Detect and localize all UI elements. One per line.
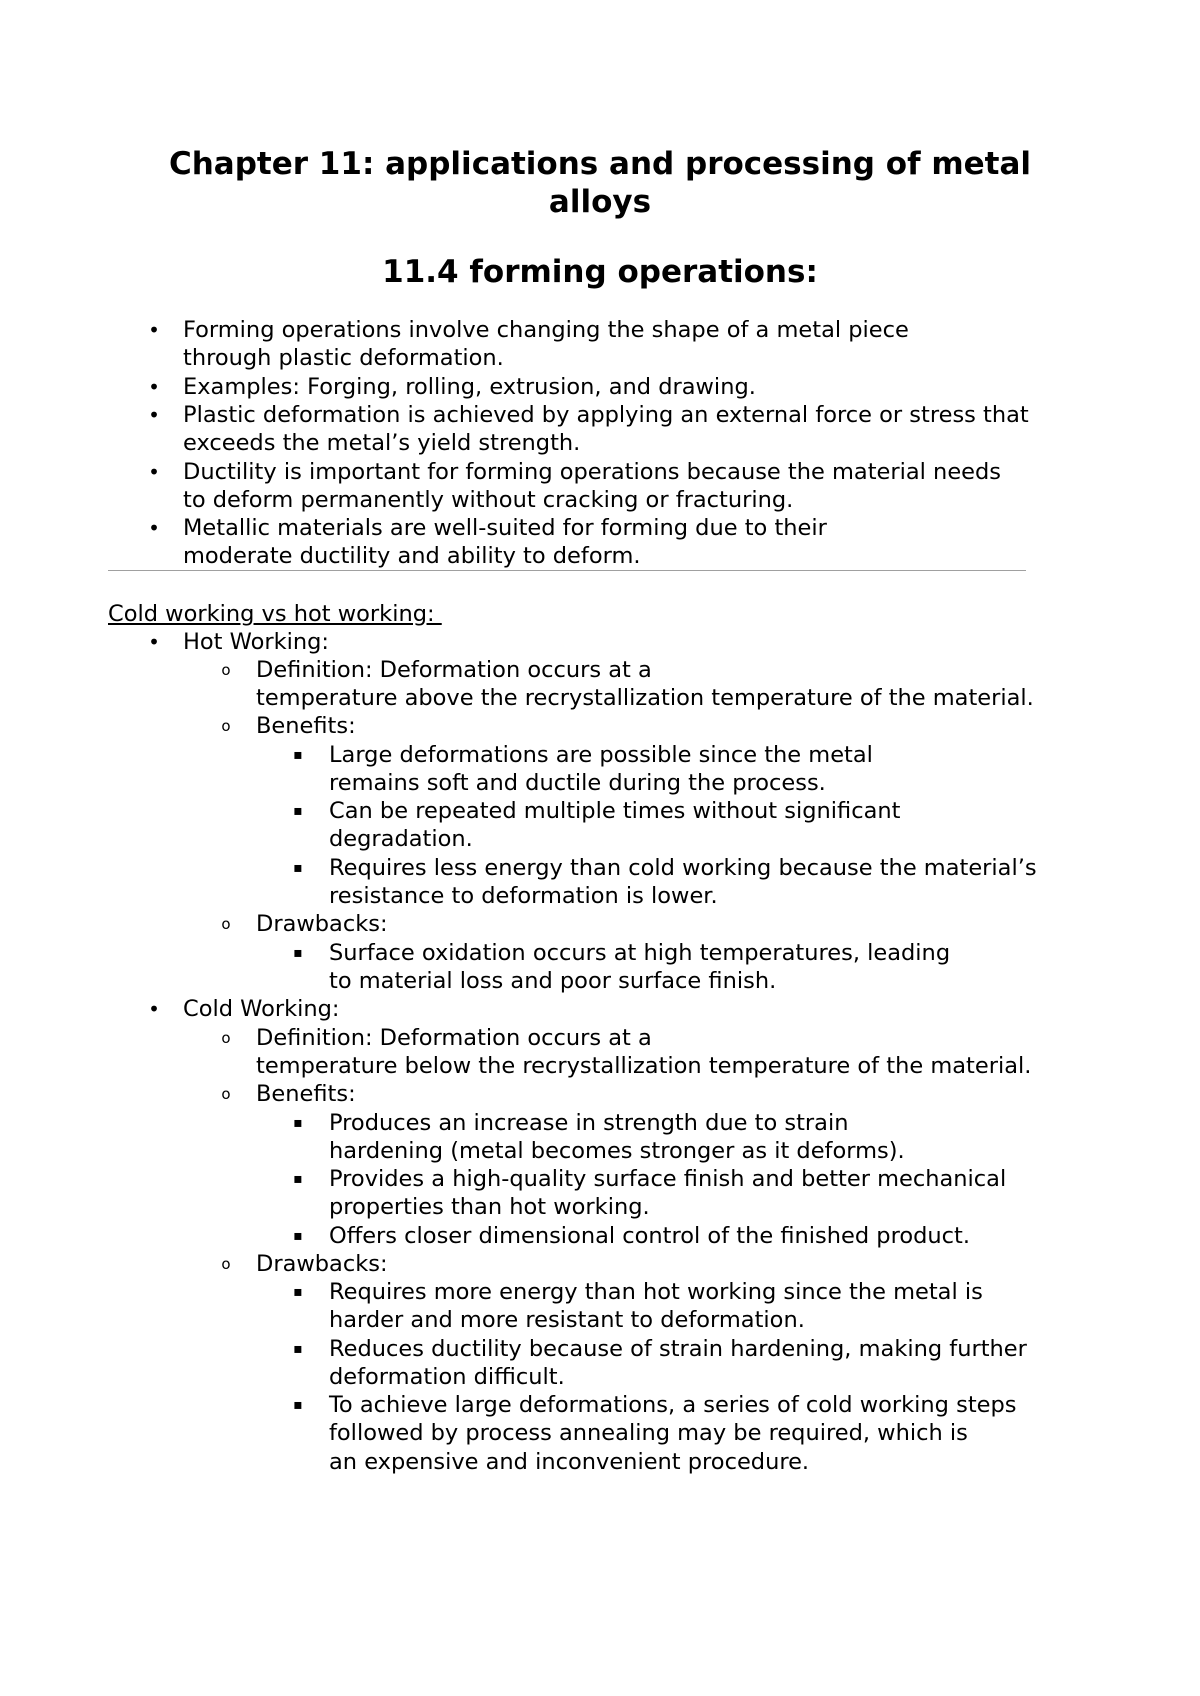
intro-bullet-3-line2: exceeds the metal’s yield strength. <box>183 430 581 456</box>
bullet-marker: • <box>148 375 160 399</box>
circle-marker: o <box>221 1085 231 1103</box>
intro-bullet-1-line2: through plastic deformation. <box>183 345 504 371</box>
hot-definition-line1: Definition: Deformation occurs at a <box>256 657 652 683</box>
intro-bullet-1-line1: Forming operations involve changing the shape of a metal piece <box>183 317 909 343</box>
cold-drawback-1-line1: Requires more energy than hot working since the metal is <box>329 1279 983 1305</box>
cold-benefit-2-line2: properties than hot working. <box>329 1194 650 1220</box>
bullet-marker: • <box>148 403 160 427</box>
hot-benefits-label: Benefits: <box>256 713 356 739</box>
chapter-title-line1: Chapter 11: applications and processing of metal <box>168 146 1032 182</box>
cold-benefit-1-line1: Produces an increase in strength due to strain <box>329 1110 849 1136</box>
hot-benefit-1-line1: Large deformations are possible since the metal <box>329 742 873 768</box>
circle-marker: o <box>221 1029 231 1047</box>
square-marker: ▪ <box>293 1341 303 1357</box>
circle-marker: o <box>221 915 231 933</box>
cold-drawback-2-line2: deformation difficult. <box>329 1364 565 1390</box>
hot-definition-line2: temperature above the recrystallization temperature of the material. <box>256 685 1034 711</box>
bullet-marker: • <box>148 460 160 484</box>
circle-marker: o <box>221 661 231 679</box>
intro-bullet-5-line2: moderate ductility and ability to deform. <box>183 543 641 569</box>
cold-benefit-2-line1: Provides a high-quality surface finish and better mechanical <box>329 1166 1007 1192</box>
square-marker: ▪ <box>293 945 303 961</box>
circle-marker: o <box>221 717 231 735</box>
square-marker: ▪ <box>293 860 303 876</box>
chapter-title-line2: alloys <box>548 184 652 220</box>
hot-benefit-2-line2: degradation. <box>329 826 473 852</box>
cold-drawback-2-line1: Reduces ductility because of strain hardening, making further <box>329 1336 1027 1362</box>
hot-benefit-2-line1: Can be repeated multiple times without significant <box>329 798 901 824</box>
bullet-marker: • <box>148 516 160 540</box>
square-marker: ▪ <box>293 803 303 819</box>
cold-vs-hot-heading: Cold working vs hot working: <box>108 601 442 627</box>
square-marker: ▪ <box>293 1397 303 1413</box>
cold-drawback-1-line2: harder and more resistant to deformation. <box>329 1307 805 1333</box>
hot-benefit-3-line2: resistance to deformation is lower. <box>329 883 718 909</box>
cold-benefit-3-line1: Offers closer dimensional control of the finished product. <box>329 1223 970 1249</box>
square-marker: ▪ <box>293 1228 303 1244</box>
square-marker: ▪ <box>293 747 303 763</box>
cold-working-label: Cold Working: <box>183 996 340 1022</box>
cold-drawback-3-line1: To achieve large deformations, a series of cold working steps <box>329 1392 1017 1418</box>
intro-bullet-4-line1: Ductility is important for forming operations because the material needs <box>183 459 1002 485</box>
hot-drawbacks-label: Drawbacks: <box>256 911 388 937</box>
intro-bullet-5-line1: Metallic materials are well-suited for forming due to their <box>183 515 827 541</box>
cold-drawback-3-line2: followed by process annealing may be required, which is <box>329 1420 968 1446</box>
hot-benefit-3-line1: Requires less energy than cold working because the material’s <box>329 855 1037 881</box>
hot-drawback-1-line2: to material loss and poor surface finish. <box>329 968 777 994</box>
cold-benefits-label: Benefits: <box>256 1081 356 1107</box>
square-marker: ▪ <box>293 1284 303 1300</box>
hot-drawback-1-line1: Surface oxidation occurs at high temperatures, leading <box>329 940 951 966</box>
intro-bullet-2-line1: Examples: Forging, rolling, extrusion, and drawing. <box>183 374 756 400</box>
bullet-marker: • <box>148 630 160 654</box>
cold-definition-line2: temperature below the recrystallization temperature of the material. <box>256 1053 1032 1079</box>
cold-drawbacks-label: Drawbacks: <box>256 1251 388 1277</box>
bullet-marker: • <box>148 997 160 1021</box>
intro-bullet-4-line2: to deform permanently without cracking or fracturing. <box>183 487 794 513</box>
cold-definition-line1: Definition: Deformation occurs at a <box>256 1025 652 1051</box>
chapter-title <box>100 145 1100 221</box>
square-marker: ▪ <box>293 1115 303 1131</box>
circle-marker: o <box>221 1255 231 1273</box>
cold-benefit-1-line2: hardening (metal becomes stronger as it deforms). <box>329 1138 905 1164</box>
cold-drawback-3-line3: an expensive and inconvenient procedure. <box>329 1449 810 1475</box>
intro-bullet-3-line1: Plastic deformation is achieved by applying an external force or stress that <box>183 402 1029 428</box>
horizontal-divider <box>108 570 1026 571</box>
section-title: 11.4 forming operations: <box>382 254 818 290</box>
hot-working-label: Hot Working: <box>183 629 330 655</box>
square-marker: ▪ <box>293 1171 303 1187</box>
hot-benefit-1-line2: remains soft and ductile during the process. <box>329 770 826 796</box>
bullet-marker: • <box>148 318 160 342</box>
